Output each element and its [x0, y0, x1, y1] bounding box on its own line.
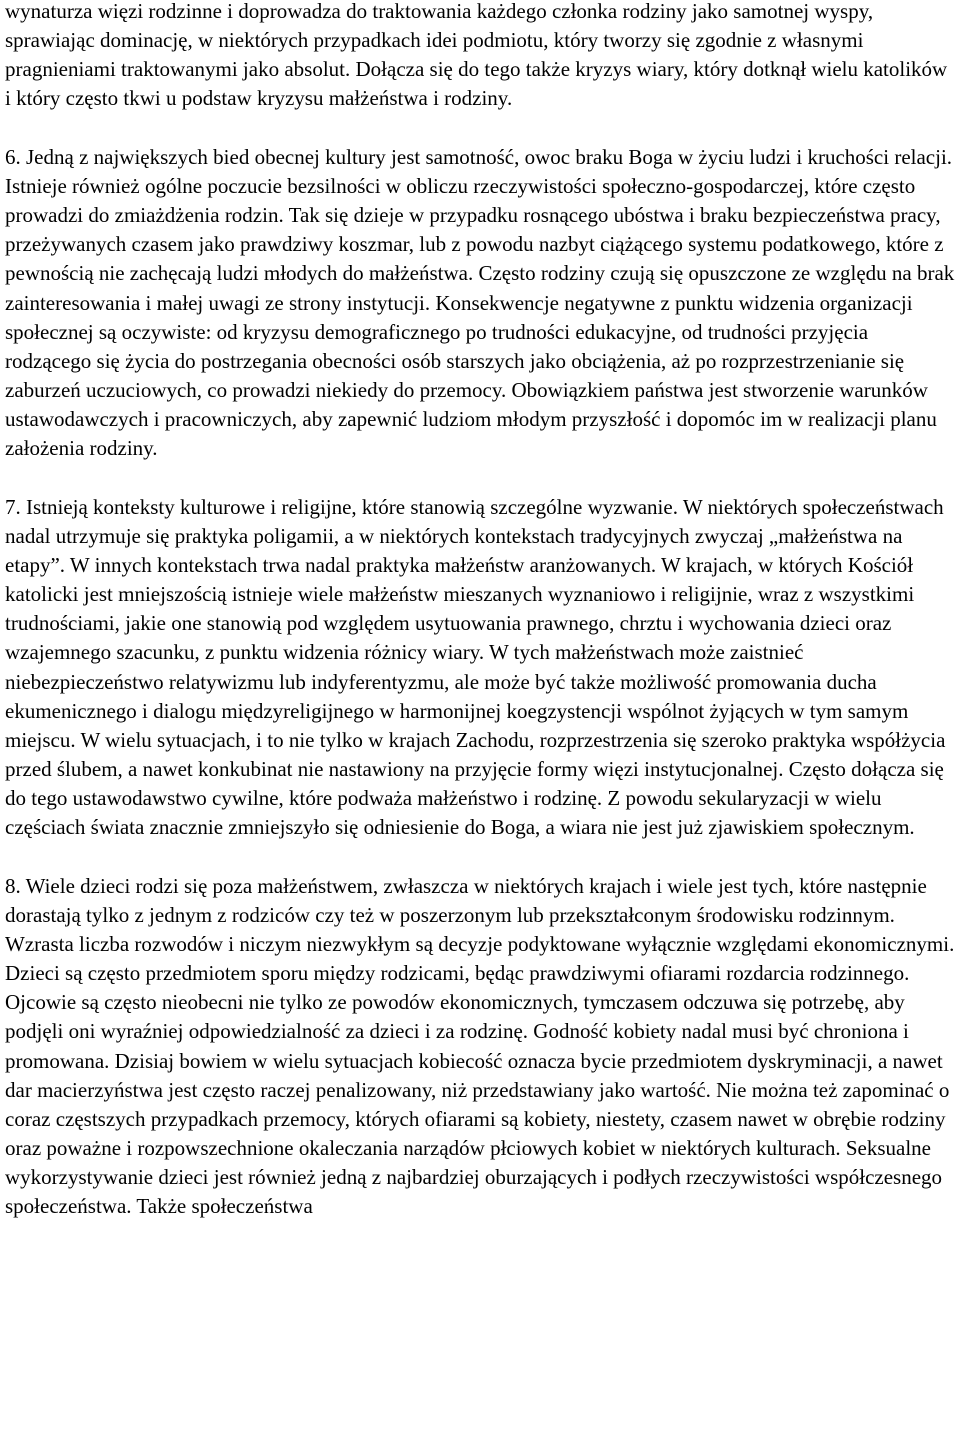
paragraph-7: 7. Istnieją konteksty kulturowe i religijne, które stanowią szczególne wyzwanie. W niektórych społeczeństwach nadal utrzymuje się praktyka poligamii, a w niektórych kontekstach tradycyjnych zwyczaj „małżeństwa na etapy”. W innych kontekstach trwa nadal praktyka małżeństw aranżowanych. W krajach, w których Kościół katolicki jest mniejszością istnieje wiele małżeństw mieszanych wyznaniowo i religijnie, wraz z wszystkimi trudnościami, jakie one stanowią pod względem usytuowania prawnego, chrztu i wychowania dzieci oraz wzajemnego szacunku, z punktu widzenia różnicy wiary. W tych małżeństwach może zaistnieć niebezpieczeństwo relatywizmu lub indyferentyzmu, ale może być także możliwość promowania ducha ekumenicznego i dialogu międzyreligijnego w harmonijnej koegzystencji wspólnot żyjących w tym samym miejscu. W wielu sytuacjach, i to nie tylko w krajach Zachodu, rozprzestrzenia się szeroko praktyka współżycia przed ślubem, a nawet konkubinat nie nastawiony na przyjęcie formy więzi instytucjonalnej. Często dołącza się do tego ustawodawstwo cywilne, które podważa małżeństwo i rodzinę. Z powodu sekularyzacji w wielu częściach świata znacznie zmniejszyło się odniesienie do Boga, a wiara nie jest już zjawiskiem społecznym.	[5, 494, 946, 840]
paragraph-continuation: wynaturza więzi rodzinne i doprowadza do traktowania każdego członka rodziny jako samotnej wyspy, sprawiając dominację, w niektórych przypadkach idei podmiotu, który tworzy się zgodnie z własnymi pragnieniami traktowanymi jako absolut. Dołącza się do tego także kryzys wiary, który dotknął wielu katolików i który często tkwi u podstaw kryzysu małżeństwa i rodziny.	[5, 0, 948, 111]
document-page	[5, 0, 955, 1222]
paragraph-8: 8. Wiele dzieci rodzi się poza małżeństwem, zwłaszcza w niektórych krajach i wiele jest tych, które następnie dorastają tylko z jednym z rodziców czy też w poszerzonym lub przekształconym środowisku rodzinnym. Wzrasta liczba rozwodów i niczym niezwykłym są decyzje podyktowane wyłącznie względami ekonomicznymi. Dzieci są często przedmiotem sporu między rodzicami, będąc prawdziwymi ofiarami rozdarcia rodzinnego. Ojcowie są często nieobecni nie tylko ze powodów ekonomicznych, tymczasem odczuwa się potrzebę, aby podjęli oni wyraźniej odpowiedzialność za dzieci i za rodzinę. Godność kobiety nadal musi być chroniona i promowana. Dzisiaj bowiem w wielu sytuacjach kobiecość oznacza bycie przedmiotem dyskryminacji, a nawet dar macierzyństwa jest często raczej penalizowany, niż przedstawiany jako wartość. Nie można też zapominać o coraz częstszych przypadkach przemocy, których ofiarami są kobiety, niestety, czasem nawet w obrębie rodziny oraz poważne i rozpowszechnione okaleczania narządów płciowych kobiet w niektórych kulturach. Seksualne wykorzystywanie dzieci jest również jedną z najbardziej oburzających i podłych rzeczywistości współczesnego społeczeństwa. Także społeczeństwa	[5, 873, 955, 1219]
paragraph-6: 6. Jedną z największych bied obecnej kultury jest samotność, owoc braku Boga w życiu ludzi i kruchości relacji. Istnieje również ogólne poczucie bezsilności w obliczu rzeczywistości społeczno-gospodarczej, które często prowadzi do zmiażdżenia rodzin. Tak się dzieje w przypadku rosnącego ubóstwa i braku bezpieczeństwa pracy, przeżywanych czasem jako prawdziwy koszmar, lub z powodu nazbyt ciążącego systemu podatkowego, które z pewnością nie zachęcają ludzi młodych do małżeństwa. Często rodziny czują się opuszczone ze względu na brak zainteresowania i małej uwagi ze strony instytucji. Konsekwencje negatywne z punktu widzenia organizacji społecznej są oczywiste: od kryzysu demograficznego po trudności edukacyjne, od trudności przyjęcia rodzącego się życia do postrzegania obecności osób starszych jako obciążenia, aż po rozprzestrzenianie się zaburzeń uczuciowych, co prowadzi niekiedy do przemocy. Obowiązkiem państwa jest stworzenie warunków ustawodawczych i pracowniczych, aby zapewnić ludziom młodym przyszłość i dopomóc im w realizacji planu założenia rodziny.	[5, 144, 955, 461]
